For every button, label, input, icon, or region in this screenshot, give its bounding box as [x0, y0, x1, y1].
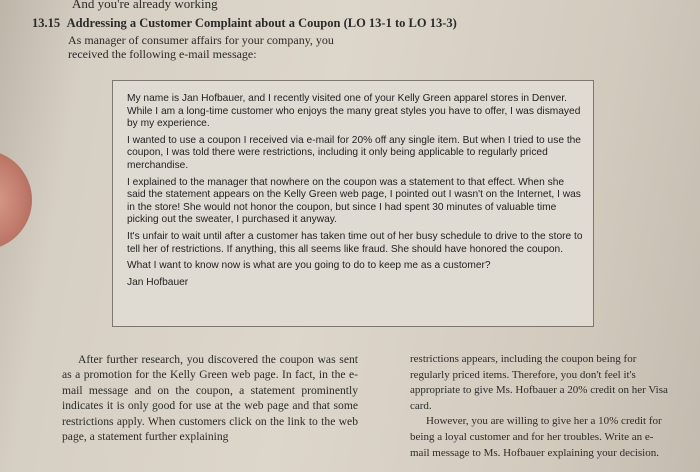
exercise-heading: [32, 16, 457, 31]
exercise-number: 13.15: [32, 16, 61, 30]
email-paragraph: My name is Jan Hofbauer, and I recently visited one of your Kelly Green apparel stores in Denver. While I am a long-time customer who enjoys the many great styles you have to offer, I was dismayed by my experience.: [127, 93, 581, 130]
left-column-text: [62, 352, 358, 444]
right-paragraph-2: However, you are willing to give her a 10% credit for being a loyal customer and for her troubles. Write an e-mail message to Ms. Hofbauer explaining your decision.: [410, 415, 662, 459]
left-paragraph: After further research, you discovered the coupon was sent as a promotion for the Kelly Green web page. In fact, in the e-mail message and on the coupon, a statement prominently indicates it is only good for use at the web page and that some restrictions apply. When customers click on the link to the web page, a statement further explaining: [62, 353, 358, 444]
email-paragraph: What I want to know now is what are you going to do to keep me as a customer?: [127, 260, 491, 272]
right-paragraph-1: restrictions appears, including the coupon being for regularly priced items. Therefore, you don't feel it's appropriate to give Ms. Hofbauer a 20% credit on her Visa card.: [410, 353, 668, 412]
email-paragraph: I explained to the manager that nowhere on the coupon was a statement to that effect. When she said the statement appears on the Kelly Green web page, I pointed out I wasn't on the Internet, I was in the store! She would not honor the coupon, but since I had spent 30 minutes of valuable time picking out the sweater, I purchased it anyway.: [127, 176, 581, 226]
email-message-box: [112, 80, 594, 327]
exercise-title: Addressing a Customer Complaint about a Coupon (LO 13-1 to LO 13-3): [66, 16, 457, 30]
right-column-text: [410, 352, 672, 461]
email-paragraph: I wanted to use a coupon I received via e-mail for 20% off any single item. But when I tried to use the coupon, I was told there were restrictions, including it only being applicable to regularly priced merchandise.: [127, 134, 581, 171]
email-signature: Jan Hofbauer: [127, 276, 189, 288]
previous-text-line: And you're already working: [72, 0, 218, 11]
finger: [0, 150, 32, 250]
exercise-intro: As manager of consumer affairs for your company, you received the following e-mail message:: [68, 33, 334, 61]
email-paragraph: It's unfair to wait until after a customer has taken time out of her busy schedule to drive to the store to tell her of restrictions. If anything, this all seems like fraud. She should have honored the coupon.: [127, 230, 583, 255]
